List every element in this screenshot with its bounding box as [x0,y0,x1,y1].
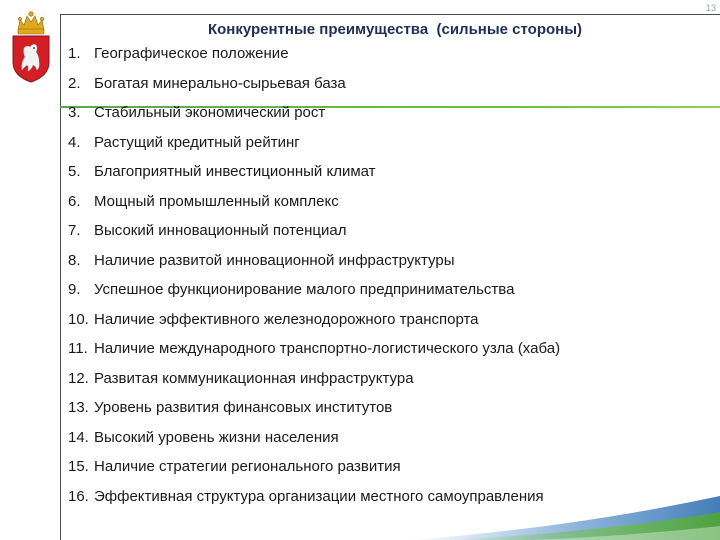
item-text: Благоприятный инвестиционный климат [94,163,376,180]
item-text: Мощный промышленный комплекс [94,192,339,210]
item-text: Успешное функционирование малого предпринимательства [94,281,515,298]
list-item [68,98,560,128]
item-text: Развитая коммуникационная инфраструктура [94,369,414,387]
left-rule [60,14,61,540]
list-item [68,423,560,453]
item-text: Высокий уровень жизни населения [94,428,339,446]
item-text: Наличие развитой инновационной инфраструктуры [94,251,455,269]
advantages-list [68,39,560,511]
item-number: 13. [68,399,89,416]
list-item [68,452,560,482]
item-number: 16. [68,487,89,505]
list-item [68,69,560,99]
page-number: 13 [705,3,716,13]
item-number: 15. [68,458,89,475]
list-item [68,39,560,69]
list-item [68,187,560,217]
item-number: 14. [68,428,89,446]
item-number: 10. [68,310,89,328]
item-number: 11. [68,340,88,357]
list-item [68,364,560,394]
item-number: 12. [68,369,89,387]
list-item [68,275,560,305]
item-number: 2. [68,74,81,92]
list-item [68,334,560,364]
item-text: Эффективная структура организации местного самоуправления [94,487,544,505]
top-rule [60,14,720,15]
item-text: Высокий инновационный потенциал [94,222,347,239]
coat-of-arms-icon [8,10,54,84]
item-number: 7. [68,222,81,239]
list-item [68,216,560,246]
list-item [68,305,560,335]
list-item [68,393,560,423]
item-number: 9. [68,281,81,298]
decorative-swoosh [410,490,720,540]
slide-title: Конкурентные преимущества (сильные стороны) [207,21,583,38]
item-number: 5. [68,163,81,180]
item-text: Наличие стратегии регионального развития [94,458,401,475]
item-number: 8. [68,251,81,269]
item-text: Стабильный экономический рост [94,104,326,121]
item-number: 4. [68,133,81,151]
item-text: Уровень развития финансовых институтов [94,399,393,416]
item-number: 3. [68,104,81,121]
item-text: Наличие международного транспортно-логистического узла (хаба) [94,340,561,357]
item-text: Наличие эффективного железнодорожного транспорта [94,310,479,328]
item-text: Растущий кредитный рейтинг [94,133,300,151]
item-text: Богатая минерально-сырьевая база [94,74,346,92]
item-number: 6. [68,192,81,210]
item-text: Географическое положение [94,45,289,62]
list-item [68,128,560,158]
item-number: 1. [68,45,81,62]
list-item [68,246,560,276]
list-item [68,157,560,187]
